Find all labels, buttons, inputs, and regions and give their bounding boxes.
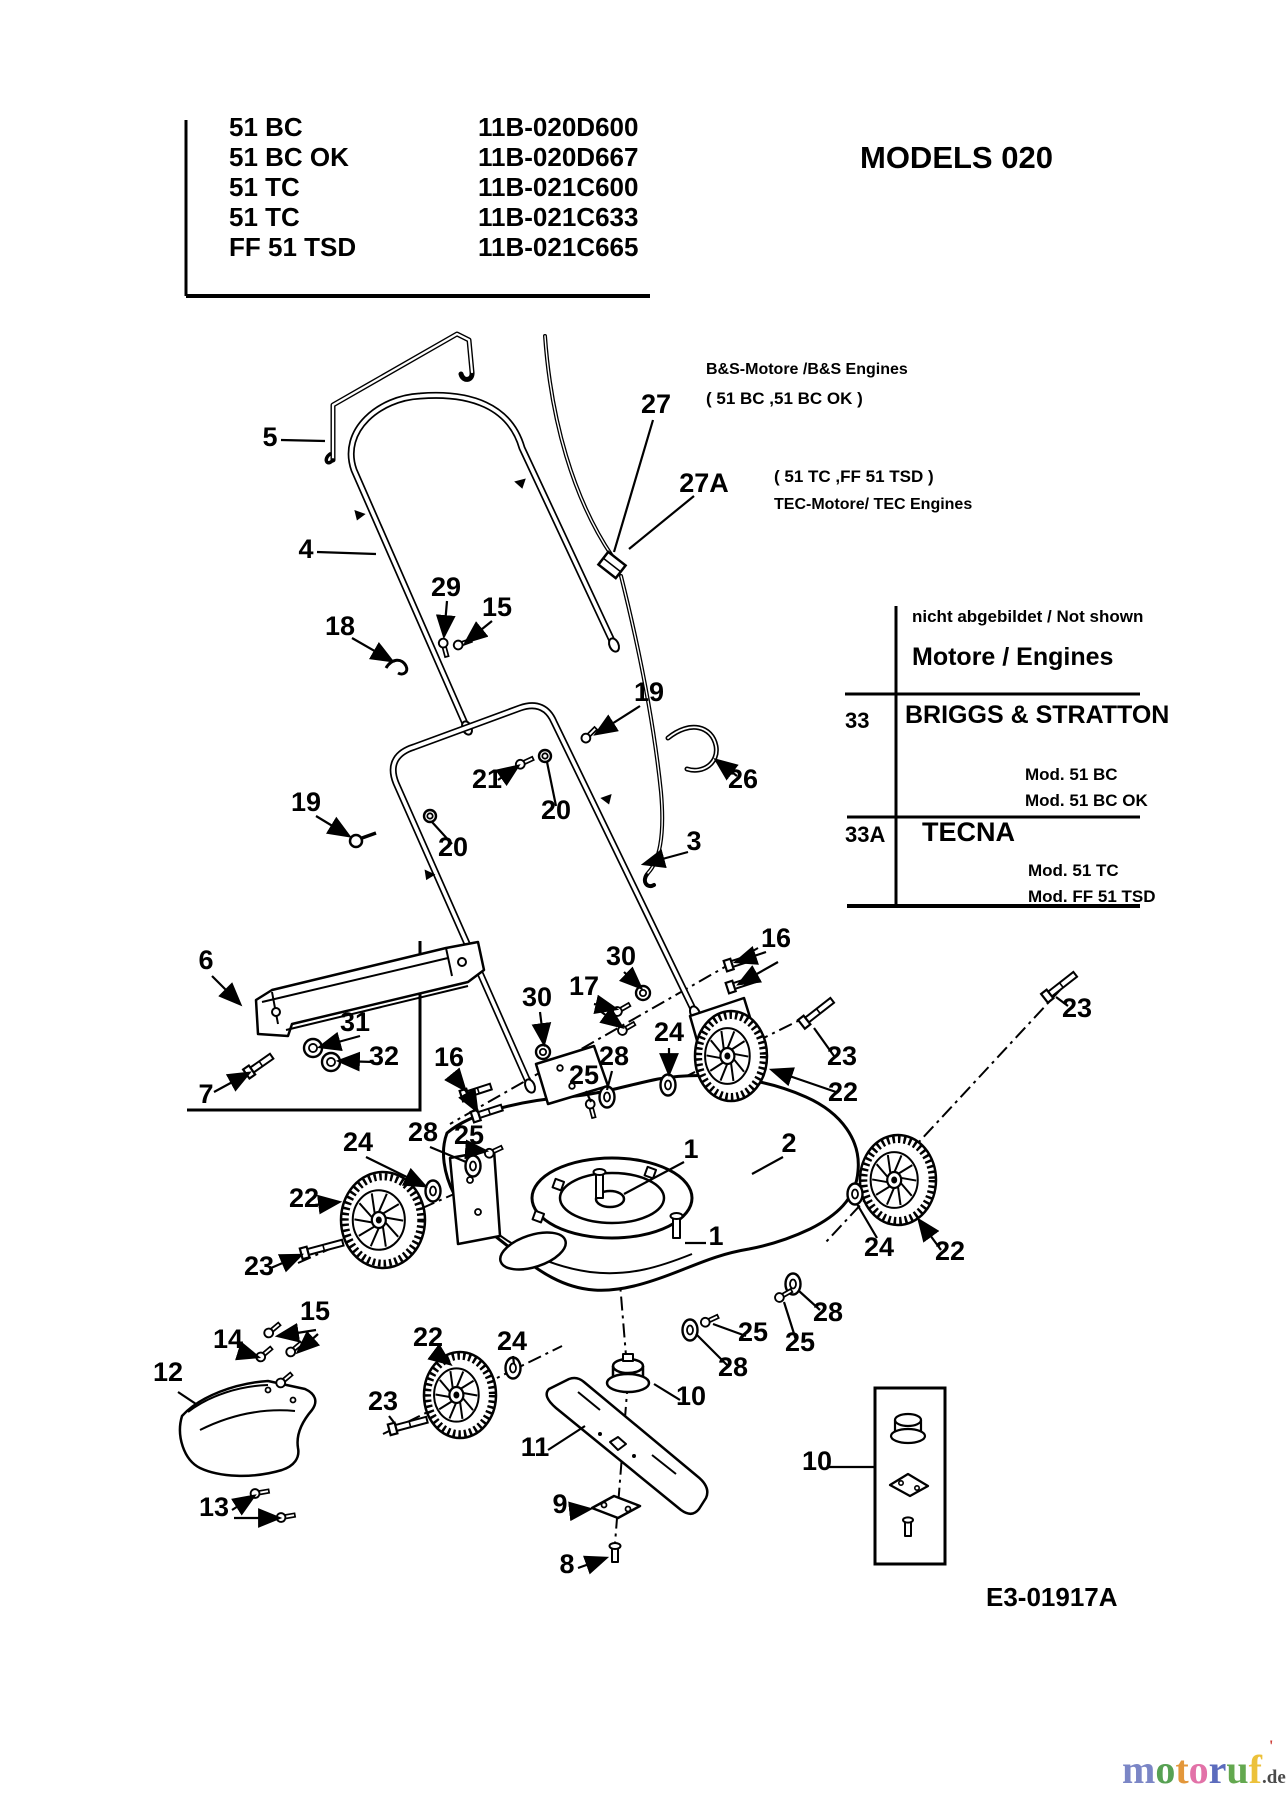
leader-line	[614, 420, 653, 552]
logo-mark: '	[1269, 1738, 1274, 1755]
callout-label: 15	[481, 592, 513, 622]
hub-hole	[376, 1217, 382, 1224]
callout-label: 1	[683, 1134, 699, 1164]
callout-label: 17	[568, 971, 600, 1001]
part-number: 11B-021C633	[478, 202, 639, 232]
part-number: 11B-021C665	[478, 232, 639, 262]
callout-label: 23	[243, 1251, 275, 1281]
part-number: 11B-020D667	[478, 142, 639, 172]
callout-label: 19	[290, 787, 322, 817]
bolt	[460, 1081, 493, 1101]
callout-label: 14	[212, 1324, 244, 1354]
callout-label: 2	[781, 1128, 797, 1158]
table-row	[229, 202, 639, 233]
leader-line	[596, 706, 640, 734]
wheel	[341, 1172, 425, 1268]
leader-line	[242, 1352, 258, 1357]
callout-label: 20	[540, 795, 572, 825]
callout-label: 22	[934, 1236, 966, 1266]
callout-label: 1	[708, 1221, 724, 1251]
callout-label: 19	[633, 677, 665, 707]
screw	[276, 1511, 296, 1523]
callout-label: 23	[1061, 993, 1093, 1023]
screw	[514, 754, 534, 770]
logo-letter: o	[1155, 1747, 1176, 1792]
deflector-guard	[180, 1381, 315, 1476]
callout-label: 9	[552, 1489, 568, 1519]
callout-label: 15	[299, 1296, 331, 1326]
engine-ref-33a: 33A	[845, 822, 886, 847]
callout-label: 24	[653, 1017, 685, 1047]
callout-label: 18	[324, 611, 356, 641]
screw	[438, 638, 451, 658]
callout-label: 4	[298, 534, 314, 564]
callout-label: 25	[737, 1317, 769, 1347]
tec-engine-note-line1: ( 51 TC ,FF 51 TSD )	[774, 467, 934, 486]
leader-line	[572, 1509, 590, 1511]
hub-hole	[891, 1177, 897, 1184]
callout-label: 28	[717, 1352, 749, 1382]
model-name: 51 BC	[229, 112, 303, 142]
leader-line	[473, 1150, 486, 1151]
logo-letter: m	[1122, 1747, 1156, 1792]
washer	[683, 1320, 698, 1341]
engine-table-subheader: nicht abgebildet / Not shown	[912, 607, 1144, 626]
model-name: 51 TC	[229, 172, 300, 202]
leader-line	[444, 601, 447, 636]
model-name: 51 BC OK	[229, 142, 349, 172]
leader-line	[232, 1496, 254, 1510]
table-row	[229, 112, 639, 143]
nut	[536, 1045, 550, 1059]
leader-line	[624, 972, 641, 988]
cable-hook	[668, 727, 716, 770]
washer	[661, 1075, 676, 1096]
callout-label: 29	[430, 572, 462, 602]
callout-label: 11	[520, 1432, 550, 1462]
bolt	[300, 1237, 344, 1259]
callout-label: 30	[605, 941, 637, 971]
wheel	[860, 1135, 936, 1225]
washer	[426, 1181, 441, 1202]
callout-label: 27A	[679, 468, 729, 498]
callout-label: 31	[339, 1007, 371, 1037]
screw	[255, 1345, 275, 1364]
callout-label: 6	[198, 945, 214, 975]
engine-name-briggs: BRIGGS & STRATTON	[905, 701, 1170, 729]
callout-label: 13	[198, 1492, 230, 1522]
leader-line	[352, 638, 392, 661]
callout-label: 28	[812, 1297, 844, 1327]
callout-label: 25	[568, 1060, 600, 1090]
logo-letter: o	[1188, 1747, 1209, 1792]
leader-line	[316, 816, 349, 836]
callout-label: 21	[471, 764, 503, 794]
screw	[616, 1020, 636, 1037]
callout-label: 12	[152, 1357, 184, 1387]
parts-box-contents	[890, 1414, 928, 1536]
wheel	[424, 1352, 496, 1438]
center-line	[826, 988, 1062, 1242]
screw	[580, 725, 599, 744]
leader-line	[540, 1012, 544, 1044]
leader-line	[629, 496, 694, 549]
tube-clips	[351, 478, 614, 882]
callout-label: 22	[827, 1077, 859, 1107]
callout-label: 25	[784, 1327, 816, 1357]
logo-letter: u	[1226, 1747, 1249, 1792]
leader-line	[578, 1558, 606, 1568]
tec-engine-note-line2: TEC-Motore/ TEC Engines	[774, 496, 973, 513]
callout-label: 23	[826, 1041, 858, 1071]
leader-line	[271, 1255, 301, 1268]
nut	[539, 750, 551, 762]
callout-label: 5	[262, 422, 278, 452]
callout-label: 22	[412, 1322, 444, 1352]
bolt	[798, 996, 836, 1029]
page-title: MODELS 020	[860, 140, 1053, 175]
leader-line	[548, 1426, 585, 1450]
callout-label: 16	[760, 923, 792, 953]
model-name: FF 51 TSD	[229, 232, 357, 262]
table-row	[229, 232, 639, 263]
leader-line	[212, 976, 240, 1004]
callout-label: 10	[675, 1381, 707, 1411]
nut	[636, 986, 650, 1000]
washer	[848, 1184, 863, 1205]
engine-table-header: Motore / Engines	[912, 643, 1114, 671]
callout-label: 25	[453, 1120, 485, 1150]
center-line	[614, 1380, 628, 1556]
leader-line	[281, 440, 325, 441]
bolt	[388, 1414, 429, 1435]
logo-letter: f	[1248, 1747, 1262, 1792]
model-table	[229, 112, 669, 302]
engine-name-tecna: TECNA	[922, 817, 1015, 847]
leader-line	[214, 1073, 249, 1092]
leader-line	[644, 852, 688, 864]
callout-label: 26	[727, 764, 759, 794]
callout-label: 23	[367, 1386, 399, 1416]
wheel	[695, 1011, 767, 1101]
callout-label: 22	[288, 1183, 320, 1213]
leader-line	[513, 1356, 514, 1364]
hub-hole	[724, 1053, 730, 1060]
leader-line	[466, 621, 492, 642]
callout-label: 7	[198, 1079, 214, 1109]
callout-label: 8	[559, 1549, 575, 1579]
leader-line	[178, 1392, 196, 1404]
bs-engine-note-line1: B&S-Motore /B&S Engines	[706, 361, 908, 378]
callout-label: 16	[433, 1042, 465, 1072]
leader-line	[317, 552, 376, 554]
part-number: 11B-021C600	[478, 172, 639, 202]
logo-letter: r	[1208, 1747, 1227, 1792]
callout-label: 30	[521, 982, 553, 1012]
nut	[304, 1039, 322, 1057]
engine-mod: Mod. 51 TC	[1028, 861, 1119, 880]
engine-mod: Mod. 51 BC	[1025, 765, 1118, 784]
callout-label: 28	[407, 1117, 439, 1147]
upper-handlebar	[351, 395, 621, 736]
bs-engine-note-line2: ( 51 BC ,51 BC OK )	[706, 389, 863, 408]
callout-label: 20	[437, 832, 469, 862]
leader-line	[320, 1036, 360, 1047]
nut	[424, 810, 436, 822]
engine-mod: Mod. 51 BC OK	[1025, 791, 1148, 810]
callout-label: 24	[863, 1232, 895, 1262]
callout-label: 24	[342, 1127, 374, 1157]
callout-label: 27	[640, 389, 672, 419]
callout-label: 28	[598, 1041, 630, 1071]
callout-label: 3	[686, 826, 702, 856]
nut	[322, 1053, 340, 1071]
engine-ref-33: 33	[845, 708, 870, 733]
table-row	[229, 142, 639, 173]
callout-label: 24	[496, 1326, 528, 1356]
washer	[466, 1156, 481, 1177]
hub-hole	[453, 1392, 459, 1399]
motoruf-watermark-logo	[1122, 1738, 1286, 1793]
drawing-number: E3-01917A	[986, 1582, 1118, 1612]
callout-label: 10	[801, 1446, 833, 1476]
model-name: 51 TC	[229, 202, 300, 232]
logo-suffix: .de	[1262, 1767, 1286, 1788]
leader-line	[278, 1330, 316, 1336]
table-row	[229, 172, 639, 203]
part-number: 11B-020D600	[478, 112, 639, 142]
engine-mod: Mod. FF 51 TSD	[1028, 887, 1156, 906]
logo-letter: t	[1175, 1747, 1189, 1792]
callout-label: 32	[368, 1041, 400, 1071]
